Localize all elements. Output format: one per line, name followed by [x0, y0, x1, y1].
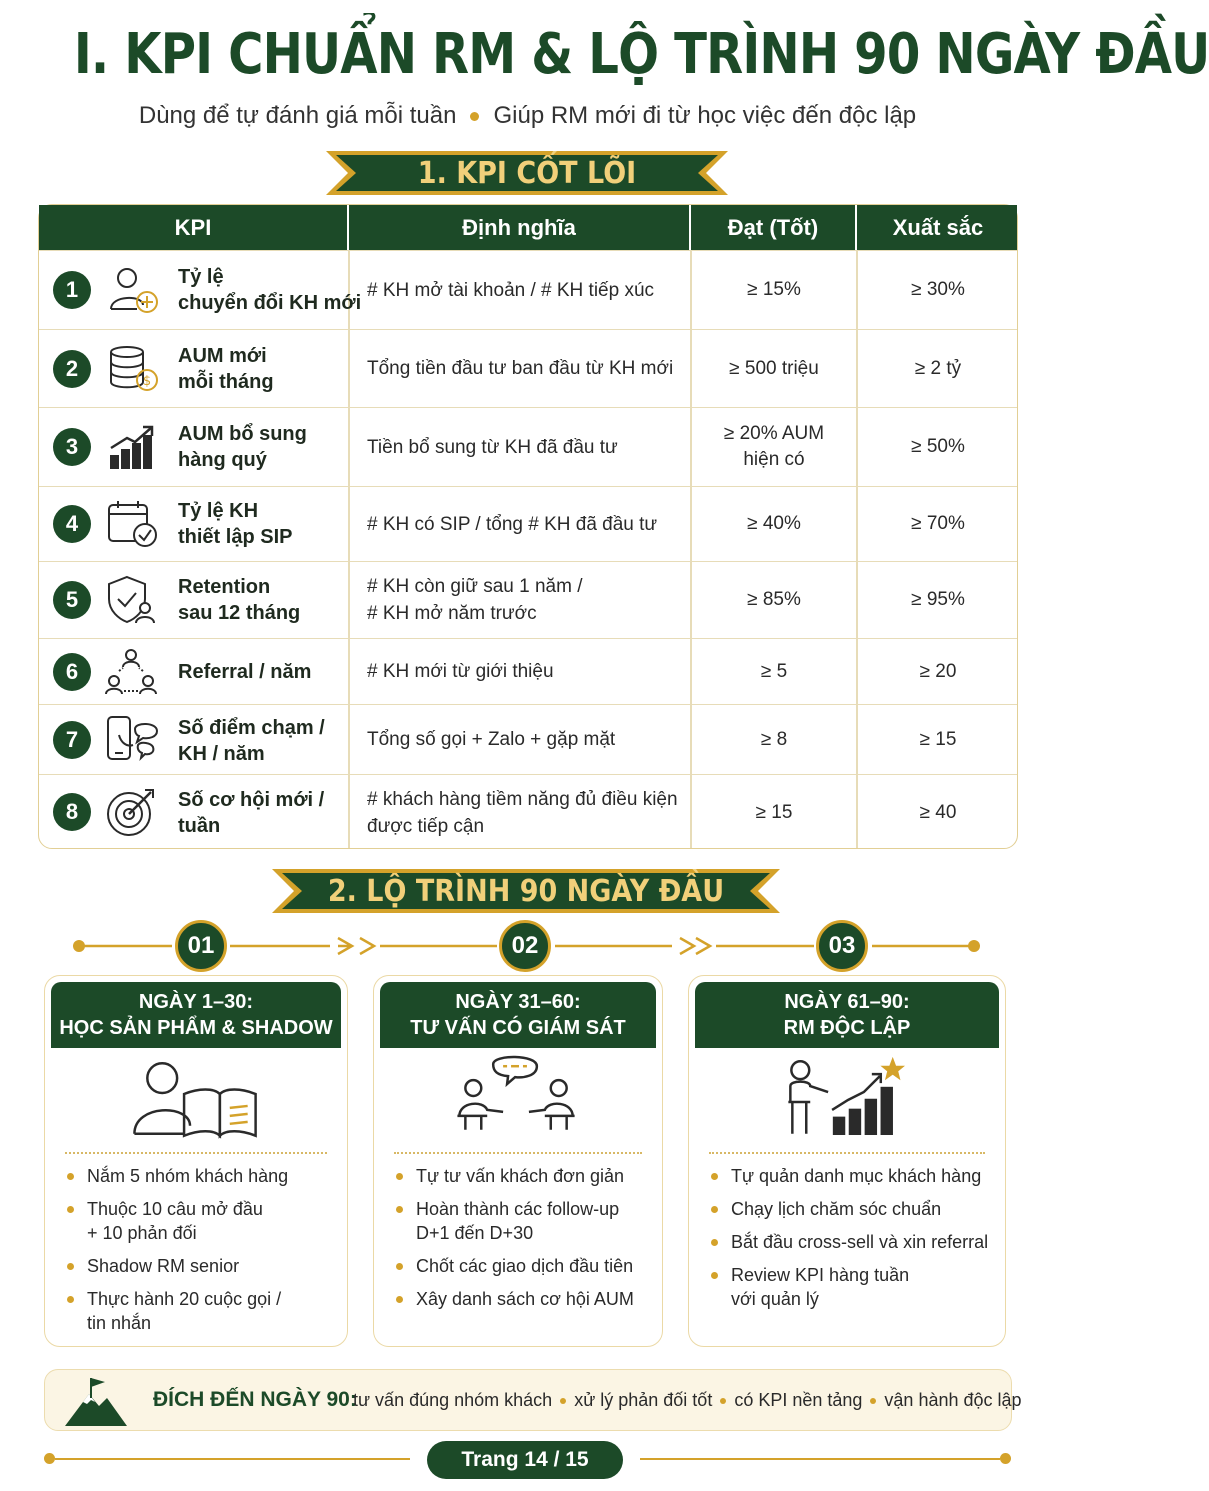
- list-item: Thuộc 10 câu mở đầu + 10 phản đối: [67, 1197, 337, 1245]
- person-book-icon: [45, 1056, 347, 1136]
- coin-stack-icon: [105, 344, 161, 394]
- footer-line-left: [55, 1458, 410, 1460]
- phase-title: NGÀY 1–30: HỌC SẢN PHẨM & SHADOW: [51, 982, 341, 1048]
- presenter-growth-icon: [689, 1056, 1005, 1136]
- header-good: Đạt (Tốt): [691, 205, 857, 250]
- section2-title: 2. LỘ TRÌNH 90 NGÀY ĐẦU: [327, 873, 725, 909]
- header-definition: Định nghĩa: [349, 205, 691, 250]
- phase-title: NGÀY 31–60: TƯ VẤN CÓ GIÁM SÁT: [380, 982, 656, 1048]
- kpi-excellent: ≥ 15: [919, 728, 957, 750]
- step-badge-3: 03: [816, 920, 868, 972]
- kpi-definition: Tổng tiền đầu tư ban đầu từ KH mới: [367, 358, 674, 379]
- kpi-excellent: ≥ 20: [919, 660, 957, 682]
- kpi-definition: # khách hàng tiềm năng đủ điều kiện được tiếp cận: [367, 788, 678, 837]
- list-item: Bắt đầu cross-sell và xin referral: [711, 1230, 995, 1254]
- list-item: Xây danh sách cơ hội AUM: [396, 1287, 652, 1311]
- kpi-definition: Tổng số gọi + Zalo + gặp mặt: [367, 729, 616, 750]
- goal-item: vận hành độc lập: [884, 1390, 1022, 1410]
- kpi-table: [38, 204, 1018, 849]
- kpi-good: ≥ 40%: [747, 513, 801, 534]
- kpi-definition: # KH mới từ giới thiệu: [367, 661, 554, 682]
- header-excellent: Xuất sắc: [892, 214, 984, 240]
- list-item: Tự quản danh mục khách hàng: [711, 1164, 995, 1188]
- row-number: 3: [53, 428, 91, 466]
- kpi-good: ≥ 15%: [747, 279, 801, 300]
- phase-card-2: [373, 975, 663, 1347]
- header-kpi: KPI: [39, 205, 349, 250]
- table-header: [39, 205, 1017, 250]
- phase-card-1: [44, 975, 348, 1347]
- network-icon: [105, 647, 161, 697]
- kpi-name: Retention sau 12 tháng: [178, 576, 301, 624]
- goal-item: có KPI nền tảng: [734, 1390, 863, 1410]
- table-row: [39, 407, 1017, 486]
- list-item: Chốt các giao dịch đầu tiên: [396, 1254, 652, 1278]
- page-title: I. KPI CHUẨN RM & LỘ TRÌNH 90 NGÀY ĐẦU: [73, 22, 1209, 87]
- kpi-name: Tỷ lệ chuyển đổi KH mới: [178, 266, 362, 314]
- kpi-excellent: ≥ 70%: [911, 513, 965, 534]
- list-item: Chạy lịch chăm sóc chuẩn: [711, 1197, 995, 1221]
- kpi-excellent: ≥ 40: [919, 801, 957, 823]
- table-row: [39, 329, 1017, 407]
- list-item: Thực hành 20 cuộc gọi / tin nhắn: [67, 1287, 337, 1335]
- kpi-good: ≥ 5: [760, 660, 788, 682]
- phase-title: NGÀY 61–90: RM ĐỘC LẬP: [695, 982, 999, 1048]
- goal-label: ĐÍCH ĐẾN NGÀY 90:: [153, 1388, 357, 1411]
- kpi-excellent: ≥ 2 tỷ: [914, 357, 962, 379]
- user-add-icon: [105, 265, 161, 315]
- table-row: [39, 704, 1017, 774]
- kpi-good: ≥ 8: [760, 728, 788, 750]
- row-number: 5: [53, 581, 91, 619]
- phase-checklist: [396, 1164, 652, 1320]
- shield-user-icon: [105, 575, 161, 625]
- goal-item: xử lý phản đối tốt: [574, 1390, 713, 1410]
- table-row: [39, 638, 1017, 704]
- list-item: Tự tư vấn khách đơn giản: [396, 1164, 652, 1188]
- kpi-good: ≥ 85%: [747, 589, 801, 610]
- kpi-name: Referral / năm: [178, 661, 312, 683]
- step-badge-2: 02: [499, 920, 551, 972]
- footer-dot-left: [44, 1453, 55, 1464]
- timeline: [0, 918, 1055, 974]
- kpi-name: Số cơ hội mới / tuần: [178, 789, 325, 837]
- list-item: Review KPI hàng tuần với quản lý: [711, 1263, 995, 1311]
- subtitle-separator-dot: [470, 112, 479, 121]
- kpi-definition: Tiền bổ sung từ KH đã đầu tư: [367, 436, 618, 458]
- section1-ribbon: [326, 148, 728, 198]
- kpi-name: AUM bổ sung hàng quý: [178, 423, 307, 471]
- consultation-icon: [374, 1056, 662, 1136]
- phase-checklist: [711, 1164, 995, 1320]
- calendar-check-icon: [105, 499, 161, 549]
- table-row: [39, 250, 1017, 329]
- goal-items: [353, 1390, 1022, 1411]
- kpi-name: Số điểm chạm / KH / năm: [178, 717, 325, 765]
- kpi-excellent: ≥ 50%: [911, 436, 965, 457]
- kpi-name: Tỷ lệ KH thiết lập SIP: [178, 500, 293, 548]
- goal-banner: [44, 1369, 1022, 1431]
- list-item: Hoàn thành các follow-up D+1 đến D+30: [396, 1197, 652, 1245]
- target-icon: [105, 787, 161, 837]
- list-item: Nắm 5 nhóm khách hàng: [67, 1164, 337, 1188]
- footer-line-right: [640, 1458, 1000, 1460]
- kpi-definition: # KH có SIP / tổng # KH đã đầu tư: [367, 513, 658, 535]
- list-item: Shadow RM senior: [67, 1254, 337, 1278]
- row-number: 8: [53, 793, 91, 831]
- table-row: [39, 486, 1017, 561]
- goal-item: tư vấn đúng nhóm khách: [353, 1390, 553, 1410]
- subtitle-right: Giúp RM mới đi từ học việc đến độc lập: [493, 102, 917, 129]
- page-subtitle: [0, 102, 1055, 130]
- row-number: 7: [53, 721, 91, 759]
- growth-chart-icon: [105, 422, 161, 472]
- page-number: Trang 14 / 15: [427, 1441, 623, 1479]
- kpi-good: ≥ 20% AUM hiện có: [723, 423, 825, 470]
- table-row: [39, 561, 1017, 638]
- table-row: [39, 774, 1017, 850]
- section1-title: 1. KPI CỐT LÕI: [417, 155, 637, 191]
- kpi-name: AUM mới mỗi tháng: [178, 345, 274, 393]
- row-number: 6: [53, 653, 91, 691]
- subtitle-left: Dùng để tự đánh giá mỗi tuần: [138, 102, 457, 129]
- section2-ribbon: [272, 866, 780, 916]
- kpi-good: ≥ 500 triệu: [729, 357, 819, 379]
- kpi-definition: # KH mở tài khoản / # KH tiếp xúc: [367, 279, 655, 301]
- kpi-excellent: ≥ 95%: [911, 589, 965, 610]
- mountain-flag-icon: [63, 1376, 129, 1428]
- row-number: 1: [53, 271, 91, 309]
- row-number: 2: [53, 350, 91, 388]
- footer-dot-right: [1000, 1453, 1011, 1464]
- kpi-good: ≥ 15: [755, 801, 793, 823]
- kpi-excellent: ≥ 30%: [911, 279, 965, 300]
- row-number: 4: [53, 505, 91, 543]
- phase-card-3: [688, 975, 1006, 1347]
- kpi-definition: # KH còn giữ sau 1 năm / # KH mở năm trước: [367, 576, 583, 624]
- phase-checklist: [67, 1164, 337, 1344]
- step-badge-1: 01: [175, 920, 227, 972]
- phone-chat-icon: [105, 715, 161, 765]
- svg-text:$: $: [142, 374, 152, 389]
